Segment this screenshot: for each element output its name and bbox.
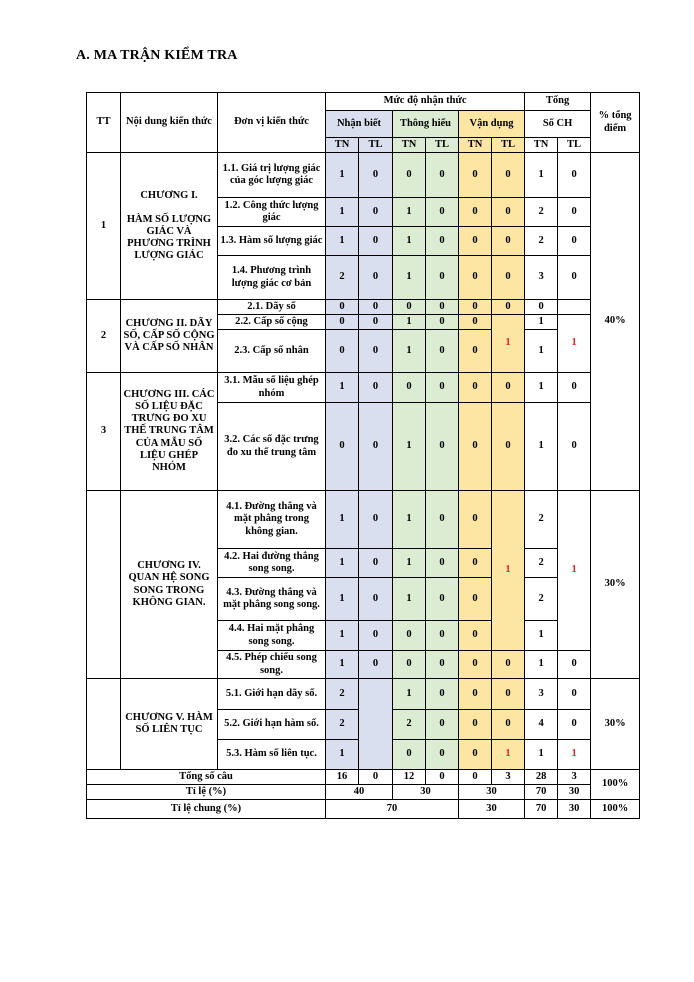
- unit-name: 4.4. Hai mặt phẳng song song.: [218, 621, 326, 651]
- ti-le-label: Tỉ lệ (%): [87, 785, 326, 800]
- vd-tl-cell: 1: [492, 740, 525, 770]
- th-tl-cell: 0: [426, 315, 459, 330]
- chapter-name: CHƯƠNG III. CÁC SỐ LIỆU ĐẶC TRƯNG ĐO XU THẾ TRUNG TÂM CỦA MẪU SỐ LIỆU GHÉP NHÓM: [121, 373, 218, 491]
- unit-name: 4.5. Phép chiếu song song.: [218, 651, 326, 679]
- unit-name: 2.2. Cấp số cộng: [218, 315, 326, 330]
- nb-tn-cell: 0: [326, 300, 359, 315]
- percent-cell: 40%: [591, 153, 640, 491]
- unit-name: 1.4. Phương trình lượng giác cơ bản: [218, 256, 326, 300]
- nb-tn-cell: 2: [326, 710, 359, 740]
- nb-tn-cell: 1: [326, 491, 359, 549]
- vd-tn-cell: 0: [459, 651, 492, 679]
- vd-tl-cell: 0: [492, 227, 525, 256]
- th-tn-cell: 0: [393, 651, 426, 679]
- ti-le-chung-total-tn: 70: [525, 800, 558, 819]
- vd-tn-cell: 0: [459, 227, 492, 256]
- chapter-name: CHƯƠNG II. DÃY SỐ, CẤP SỐ CỘNG VÀ CẤP SỐ NHÂN: [121, 300, 218, 373]
- total-tn-cell: 2: [525, 227, 558, 256]
- unit-name: 1.2. Công thức lượng giác: [218, 198, 326, 227]
- unit-name: 3.1. Mẫu số liệu ghép nhóm: [218, 373, 326, 403]
- header-muc-do: Mức độ nhận thức: [326, 93, 525, 111]
- nb-tl-cell: 0: [359, 330, 393, 373]
- total-tl-cell: 0: [558, 256, 591, 300]
- th-tn-cell: 1: [393, 403, 426, 491]
- total-tn-cell: 1: [525, 740, 558, 770]
- header-tn: TN: [459, 138, 492, 153]
- th-tl-cell: 0: [426, 198, 459, 227]
- vd-tl-cell: 0: [492, 198, 525, 227]
- total-tl-cell: 0: [558, 227, 591, 256]
- nb-tl-cell: 0: [359, 198, 393, 227]
- th-tl-cell: 0: [426, 710, 459, 740]
- header-nhan-biet: Nhận biết: [326, 111, 393, 138]
- chapter-name: CHƯƠNG I. HÀM SỐ LƯỢNG GIÁC VÀ PHƯƠNG TRÌNH LƯỢNG GIÁC: [121, 153, 218, 300]
- vd-tn-cell: 0: [459, 403, 492, 491]
- vd-tn-cell: 0: [459, 740, 492, 770]
- nb-tn-cell: 0: [326, 330, 359, 373]
- th-tl-cell: 0: [426, 491, 459, 549]
- th-tn-cell: 1: [393, 198, 426, 227]
- th-tl-cell: 0: [426, 227, 459, 256]
- vd-tn-cell: 0: [459, 330, 492, 373]
- total-tn-cell: 2: [525, 549, 558, 578]
- header-tt: TT: [87, 93, 121, 153]
- total-tn-cell: 1: [525, 315, 558, 330]
- total-tn-cell: 1: [525, 621, 558, 651]
- header-tl: TL: [492, 138, 525, 153]
- ti-le-total-tn: 70: [525, 785, 558, 800]
- th-tl-cell: 0: [426, 153, 459, 198]
- th-tl-cell: 0: [426, 740, 459, 770]
- unit-name: 1.1. Giá trị lượng giác của góc lượng giác: [218, 153, 326, 198]
- nb-tn-cell: 2: [326, 256, 359, 300]
- total-tn-cell: 1: [525, 153, 558, 198]
- vd-tn-cell: 0: [459, 256, 492, 300]
- sum-vd-tn: 0: [459, 770, 492, 785]
- unit-name: 2.1. Dãy số: [218, 300, 326, 315]
- total-tl-cell: [558, 300, 591, 315]
- header-tl: TL: [558, 138, 591, 153]
- th-tn-cell: 1: [393, 227, 426, 256]
- ti-le-vd: 30: [459, 785, 525, 800]
- header-don-vi: Đơn vị kiến thức: [218, 93, 326, 153]
- header-so-ch: Số CH: [525, 111, 591, 138]
- unit-name: 5.1. Giới hạn dãy số.: [218, 679, 326, 710]
- vd-tl-cell: 0: [492, 373, 525, 403]
- nb-tn-cell: 0: [326, 315, 359, 330]
- total-tn-cell: 1: [525, 651, 558, 679]
- total-percent: 100%: [591, 770, 640, 800]
- total-tl-cell: 0: [558, 710, 591, 740]
- th-tn-cell: 0: [393, 740, 426, 770]
- chapter-name: CHƯƠNG IV. QUAN HỆ SONG SONG TRONG KHÔNG GIAN.: [121, 491, 218, 679]
- vd-tn-cell: 0: [459, 549, 492, 578]
- sum-total-tn: 28: [525, 770, 558, 785]
- th-tl-cell: 0: [426, 578, 459, 621]
- ti-le-chung-label: Tỉ lệ chung (%): [87, 800, 326, 819]
- nb-tl-cell: 0: [359, 300, 393, 315]
- nb-tn-cell: 1: [326, 578, 359, 621]
- header-van-dung: Vận dụng: [459, 111, 525, 138]
- th-tn-cell: 2: [393, 710, 426, 740]
- sum-th-tn: 12: [393, 770, 426, 785]
- header-noi-dung: Nội dung kiến thức: [121, 93, 218, 153]
- nb-tl-cell: 0: [359, 227, 393, 256]
- th-tn-cell: 1: [393, 549, 426, 578]
- total-tn-cell: 2: [525, 491, 558, 549]
- total-tn-cell: 3: [525, 679, 558, 710]
- vd-tl-cell: 0: [492, 710, 525, 740]
- header-thong-hieu: Thông hiểu: [393, 111, 459, 138]
- th-tn-cell: 0: [393, 621, 426, 651]
- total-tn-cell: 1: [525, 330, 558, 373]
- vd-tn-cell: 0: [459, 679, 492, 710]
- unit-name: 4.2. Hai đường thẳng song song.: [218, 549, 326, 578]
- percent-cell: 30%: [591, 491, 640, 679]
- vd-tl-cell: 0: [492, 679, 525, 710]
- chapter-tt: 2: [87, 300, 121, 373]
- vd-tn-cell: 0: [459, 300, 492, 315]
- chapter-tt: 3: [87, 373, 121, 491]
- th-tn-cell: 1: [393, 679, 426, 710]
- vd-tl-cell: 0: [492, 153, 525, 198]
- nb-tn-cell: 1: [326, 549, 359, 578]
- nb-tn-cell: 1: [326, 153, 359, 198]
- vd-tn-cell: 0: [459, 491, 492, 549]
- nb-tn-cell: 2: [326, 679, 359, 710]
- ti-le-total-tl: 30: [558, 785, 591, 800]
- nb-tl-cell: 0: [359, 403, 393, 491]
- ti-le-th: 30: [393, 785, 459, 800]
- vd-tn-cell: 0: [459, 315, 492, 330]
- nb-tl-cell: 0: [359, 153, 393, 198]
- vd-tn-cell: 0: [459, 373, 492, 403]
- th-tn-cell: 1: [393, 491, 426, 549]
- nb-tn-cell: 1: [326, 227, 359, 256]
- th-tl-cell: 0: [426, 651, 459, 679]
- sum-total-tl: 3: [558, 770, 591, 785]
- th-tl-cell: 0: [426, 403, 459, 491]
- unit-name: 2.3. Cấp số nhân: [218, 330, 326, 373]
- chapter-tt: 1: [87, 153, 121, 300]
- vd-tl-cell: 0: [492, 256, 525, 300]
- percent-cell: 30%: [591, 679, 640, 770]
- th-tn-cell: 1: [393, 315, 426, 330]
- total-tn-cell: 4: [525, 710, 558, 740]
- vd-tn-cell: 0: [459, 198, 492, 227]
- vd-tn-cell: 0: [459, 710, 492, 740]
- header-tn: TN: [326, 138, 359, 153]
- vd-tl-cell: 1: [492, 315, 525, 373]
- header-tl: TL: [426, 138, 459, 153]
- nb-tn-cell: 1: [326, 198, 359, 227]
- chapter-tt: [87, 679, 121, 770]
- total-tn-cell: 1: [525, 373, 558, 403]
- th-tn-cell: 0: [393, 300, 426, 315]
- nb-tn-cell: 1: [326, 621, 359, 651]
- nb-tl-cell: [359, 679, 393, 770]
- vd-tl-cell: 0: [492, 651, 525, 679]
- ti-le-nb: 40: [326, 785, 393, 800]
- ti-le-chung-nb-th: 70: [326, 800, 459, 819]
- total-tn-cell: 1: [525, 403, 558, 491]
- vd-tn-cell: 0: [459, 621, 492, 651]
- th-tn-cell: 1: [393, 256, 426, 300]
- unit-name: 5.2. Giới hạn hàm số.: [218, 710, 326, 740]
- th-tl-cell: 0: [426, 256, 459, 300]
- th-tn-cell: 0: [393, 153, 426, 198]
- nb-tn-cell: 1: [326, 373, 359, 403]
- vd-tn-cell: 0: [459, 578, 492, 621]
- exam-matrix-table: [86, 92, 640, 819]
- page-title: A. MA TRẬN KIỂM TRA: [76, 48, 238, 63]
- ti-le-chung-total-tl: 30: [558, 800, 591, 819]
- th-tl-cell: 0: [426, 549, 459, 578]
- nb-tn-cell: 1: [326, 651, 359, 679]
- th-tl-cell: 0: [426, 373, 459, 403]
- total-tl-cell: 0: [558, 403, 591, 491]
- nb-tn-cell: 0: [326, 403, 359, 491]
- tong-so-cau-label: Tổng số câu: [87, 770, 326, 785]
- th-tn-cell: 1: [393, 578, 426, 621]
- total-tl-cell: 1: [558, 740, 591, 770]
- nb-tl-cell: 0: [359, 315, 393, 330]
- nb-tl-cell: 0: [359, 256, 393, 300]
- nb-tl-cell: 0: [359, 549, 393, 578]
- th-tn-cell: 1: [393, 330, 426, 373]
- nb-tn-cell: 1: [326, 740, 359, 770]
- header-tn: TN: [525, 138, 558, 153]
- total-tn-cell: 3: [525, 256, 558, 300]
- sum-th-tl: 0: [426, 770, 459, 785]
- nb-tl-cell: 0: [359, 621, 393, 651]
- header-tl: TL: [359, 138, 393, 153]
- header-tong: Tổng: [525, 93, 591, 111]
- nb-tl-cell: 0: [359, 491, 393, 549]
- header-phan-tram: % tổng điểm: [591, 93, 640, 153]
- vd-tl-cell: 0: [492, 300, 525, 315]
- total-tl-cell: 0: [558, 373, 591, 403]
- unit-name: 5.3. Hàm số liên tục.: [218, 740, 326, 770]
- chapter-name: CHƯƠNG V. HÀM SỐ LIÊN TỤC: [121, 679, 218, 770]
- th-tl-cell: 0: [426, 621, 459, 651]
- total-tl-cell: 1: [558, 491, 591, 651]
- total-tn-cell: 2: [525, 578, 558, 621]
- sum-vd-tl: 3: [492, 770, 525, 785]
- total-tl-cell: 0: [558, 198, 591, 227]
- nb-tl-cell: 0: [359, 373, 393, 403]
- th-tl-cell: 0: [426, 300, 459, 315]
- sum-nb-tl: 0: [359, 770, 393, 785]
- th-tl-cell: 0: [426, 679, 459, 710]
- total-tn-cell: 0: [525, 300, 558, 315]
- ti-le-chung-percent: 100%: [591, 800, 640, 819]
- chapter-tt: [87, 491, 121, 679]
- total-tl-cell: 1: [558, 315, 591, 373]
- unit-name: 4.3. Đường thẳng và mặt phẳng song song.: [218, 578, 326, 621]
- ti-le-chung-vd: 30: [459, 800, 525, 819]
- th-tn-cell: 0: [393, 373, 426, 403]
- unit-name: 3.2. Các số đặc trưng đo xu thế trung tâm: [218, 403, 326, 491]
- nb-tl-cell: 0: [359, 651, 393, 679]
- header-tn: TN: [393, 138, 426, 153]
- sum-nb-tn: 16: [326, 770, 359, 785]
- total-tl-cell: 0: [558, 153, 591, 198]
- vd-tn-cell: 0: [459, 153, 492, 198]
- nb-tl-cell: 0: [359, 578, 393, 621]
- total-tn-cell: 2: [525, 198, 558, 227]
- vd-tl-cell: 0: [492, 403, 525, 491]
- th-tl-cell: 0: [426, 330, 459, 373]
- unit-name: 1.3. Hàm số lượng giác: [218, 227, 326, 256]
- total-tl-cell: 0: [558, 679, 591, 710]
- unit-name: 4.1. Đường thẳng và mặt phẳng trong không gian.: [218, 491, 326, 549]
- vd-tl-cell: 1: [492, 491, 525, 651]
- total-tl-cell: 0: [558, 651, 591, 679]
